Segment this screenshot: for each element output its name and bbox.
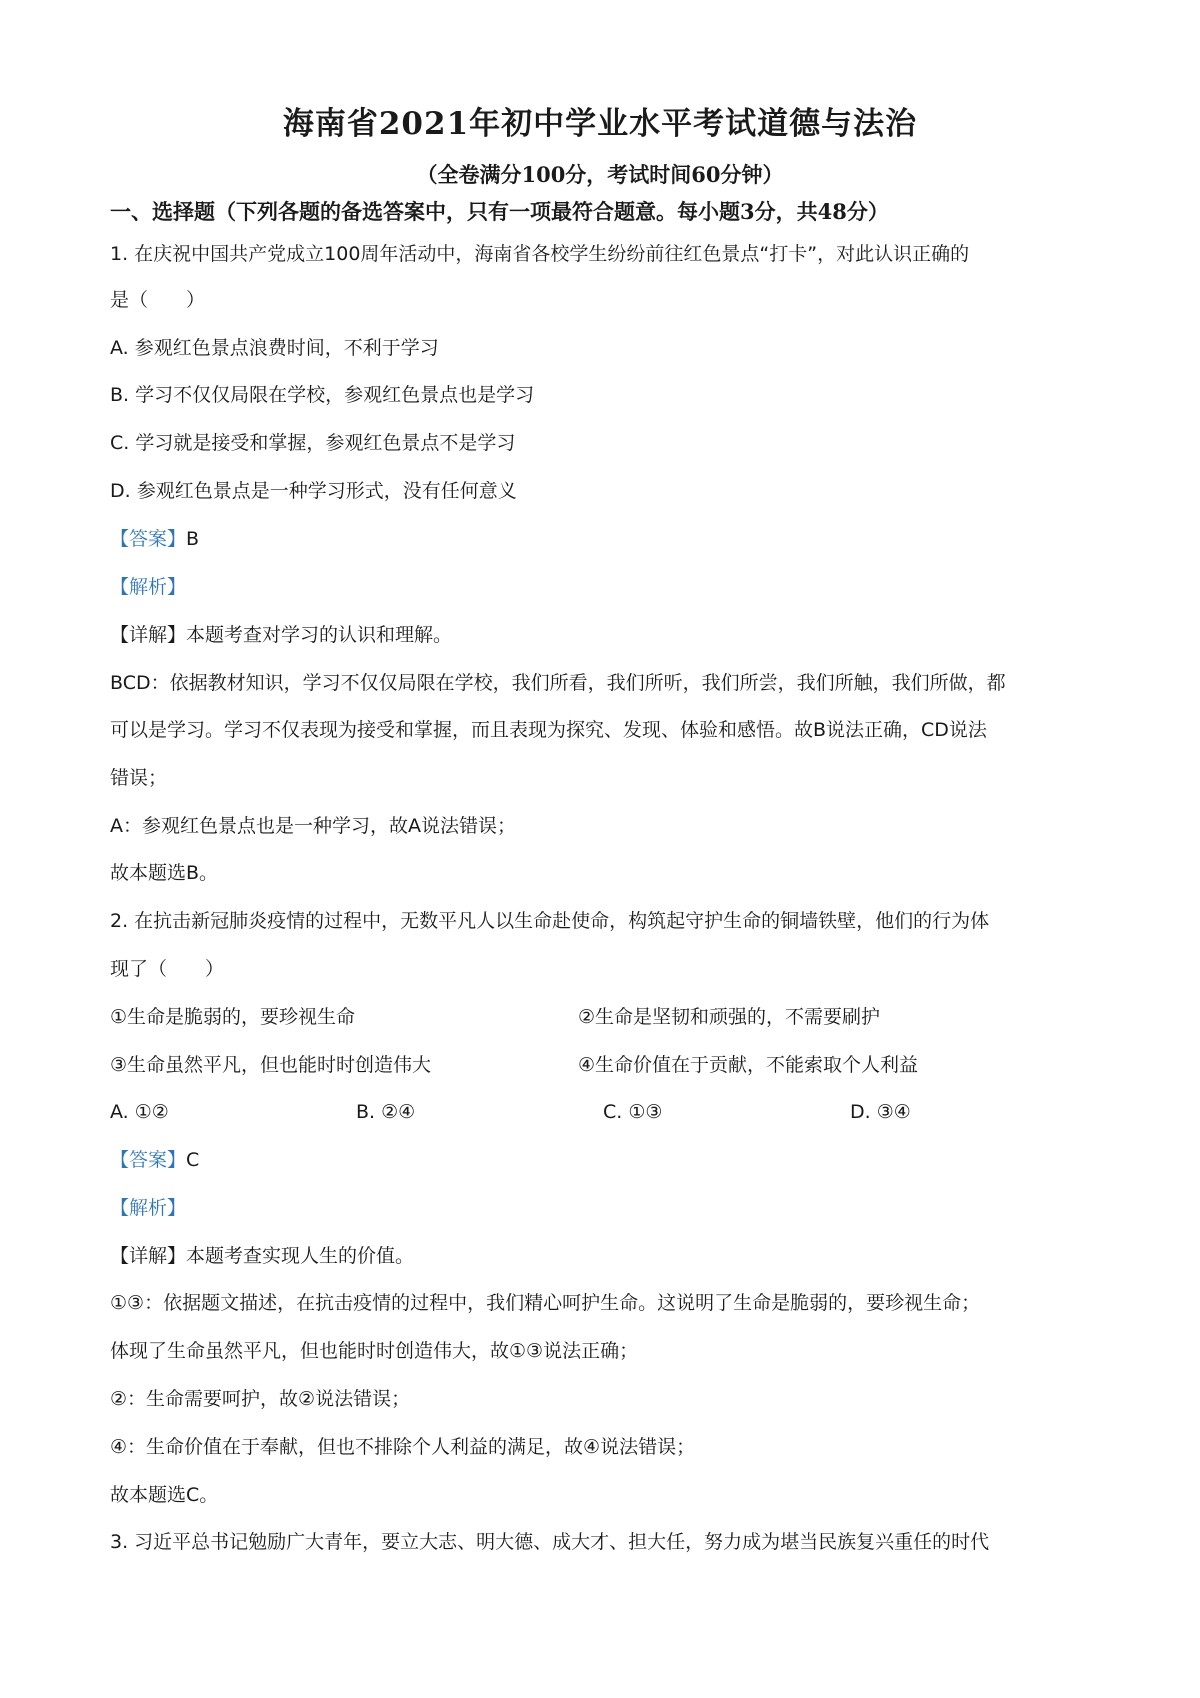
q2-option-d: D. ③④ [850,1101,911,1123]
q1-option-a: A. 参观红色景点浪费时间，不利于学习 [110,337,439,359]
q2-item-1: ①生命是脆弱的，要珍视生命 [110,1006,356,1028]
q1-option-b: B. 学习不仅仅局限在学校，参观红色景点也是学习 [110,384,535,406]
q2-explain-line2: 体现了生命虽然平凡，但也能时时创造伟大，故①③说法正确； [110,1340,639,1362]
q1-stem-line1: 1. 在庆祝中国共产党成立100周年活动中，海南省各校学生纷纷前往红色景点“打卡”，对此认识正确的 [110,243,970,265]
q1-option-d: D. 参观红色景点是一种学习形式，没有任何意义 [110,480,517,502]
q2-stem-line2: 现了（ ） [110,958,225,980]
q1-detail: 【详解】本题考查对学习的认识和理解。 [110,624,453,646]
q1-explain-line2: 可以是学习。学习不仅表现为接受和掌握，而且表现为探究、发现、体验和感悟。故B说法正确，CD说法 [110,719,987,741]
q2-item-3: ③生命虽然平凡，但也能时时创造伟大 [110,1054,432,1076]
q1-explain-line3: 错误； [110,767,168,789]
q2-option-a: A. ①② [110,1101,169,1123]
exam-subtitle: （全卷满分100分，考试时间60分钟） [416,162,784,187]
page-title: 海南省2021年初中学业水平考试道德与法治 [282,106,918,142]
q2-conclusion: 故本题选C。 [110,1484,219,1506]
q2-explain-line1: ①③：依据题文描述，在抗击疫情的过程中，我们精心呵护生命。这说明了生命是脆弱的，要珍视生命； [110,1292,981,1314]
q2-option-b: B. ②④ [356,1101,416,1123]
q1-answer-value: B [186,528,200,550]
q1-conclusion: 故本题选B。 [110,862,219,884]
q3-stem-line1: 3. 习近平总书记勉励广大青年，要立大志、明大德、成大才、担大任，努力成为堪当民族复兴重任的时代 [110,1531,990,1553]
q2-detail: 【详解】本题考查实现人生的价值。 [110,1245,415,1267]
q1-answer-label: 【答案】 [110,528,187,550]
q1-stem-line2: 是（ ） [110,289,206,311]
q1-explain-line4: A：参观红色景点也是一种学习，故A说法错误； [110,815,516,837]
q2-answer [110,1146,1100,1174]
q1-answer [110,525,1100,553]
q2-answer-label: 【答案】 [110,1149,187,1171]
section-heading: 一、选择题（下列各题的备选答案中，只有一项最符合题意。每小题3分，共48分） [110,199,889,224]
q2-option-c: C. ①③ [603,1101,663,1123]
q2-stem-line1: 2. 在抗击新冠肺炎疫情的过程中，无数平凡人以生命赴使命，构筑起守护生命的铜墙铁壁，他们的行为体 [110,910,990,932]
q1-option-c: C. 学习就是接受和掌握，参观红色景点不是学习 [110,432,516,454]
q2-item-4: ④生命价值在于贡献，不能索取个人利益 [578,1054,919,1076]
q2-item-2: ②生命是坚韧和顽强的，不需要刷护 [578,1006,881,1028]
q2-answer-value: C [186,1149,200,1171]
q1-analysis-label: 【解析】 [110,576,187,598]
q2-analysis-label: 【解析】 [110,1197,187,1219]
q2-explain-line4: ④：生命价值在于奉献，但也不排除个人利益的满足，故④说法错误； [110,1436,696,1458]
q1-explain-line1: BCD：依据教材知识，学习不仅仅局限在学校，我们所看，我们所听，我们所尝，我们所触，我们所做，都 [110,672,1006,694]
q2-explain-line3: ②：生命需要呵护，故②说法错误； [110,1388,411,1410]
